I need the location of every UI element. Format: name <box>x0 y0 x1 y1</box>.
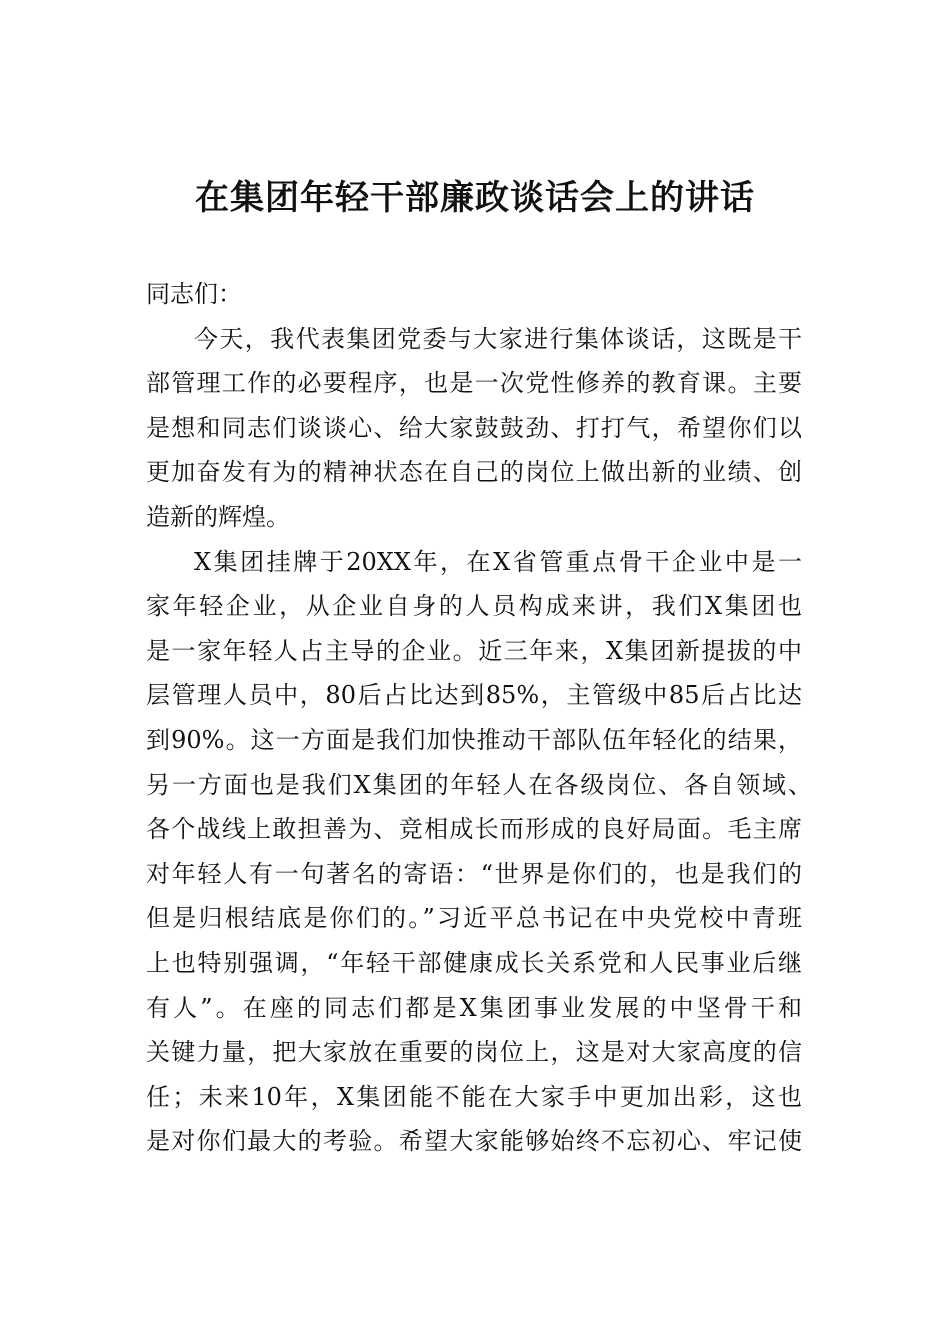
text-line: 有人”。在座的同志们都是X集团事业发展的中坚骨干和 <box>146 993 802 1022</box>
text-line: 更加奋发有为的精神状态在自己的岗位上做出新的业绩、创 <box>146 458 802 487</box>
paragraph-1 <box>146 317 818 540</box>
text-line: 今天，我代表集团党委与大家进行集体谈话，这既是干 <box>194 324 802 353</box>
text-line: 家年轻企业，从企业自身的人员构成来讲，我们X集团也 <box>146 592 802 621</box>
text-line: 是想和同志们谈谈心、给大家鼓鼓劲、打打气，希望你们以 <box>146 413 802 442</box>
text-line: 上也特别强调，“年轻干部健康成长关系党和人民事业后继 <box>146 948 802 977</box>
salutation: 同志们： <box>146 280 242 308</box>
text-line: 是对你们最大的考验。希望大家能够始终不忘初心、牢记使 <box>146 1127 802 1156</box>
text-line: 对年轻人有一句著名的寄语：“世界是你们的，也是我们的 <box>146 859 802 888</box>
text-line: 任；未来10年，X集团能不能在大家手中更加出彩，这也 <box>146 1082 802 1111</box>
document-title: 在集团年轻干部廉政谈话会上的讲话 <box>195 178 755 218</box>
text-line: 造新的辉煌。 <box>146 502 290 531</box>
document-body <box>146 272 818 1164</box>
text-line: 关键力量，把大家放在重要的岗位上，这是对大家高度的信 <box>146 1038 802 1067</box>
text-line: 部管理工作的必要程序，也是一次党性修养的教育课。主要 <box>146 369 802 398</box>
paragraph-2 <box>146 540 818 1164</box>
text-line: 各个战线上敢担善为、竞相成长而形成的良好局面。毛主席 <box>146 815 802 844</box>
text-line: 但是归根结底是你们的。”习近平总书记在中央党校中青班 <box>146 904 802 933</box>
text-line: 另一方面也是我们X集团的年轻人在各级岗位、各自领域、 <box>146 770 812 799</box>
text-line: 到90%。这一方面是我们加快推动干部队伍年轻化的结果， <box>146 725 802 754</box>
text-line: 是一家年轻人占主导的企业。近三年来，X集团新提拔的中 <box>146 636 802 665</box>
text-line: 层管理人员中，80后占比达到85%，主管级中85后占比达 <box>146 681 802 710</box>
text-line: X集团挂牌于20XX年，在X省管重点骨干企业中是一 <box>194 547 802 576</box>
